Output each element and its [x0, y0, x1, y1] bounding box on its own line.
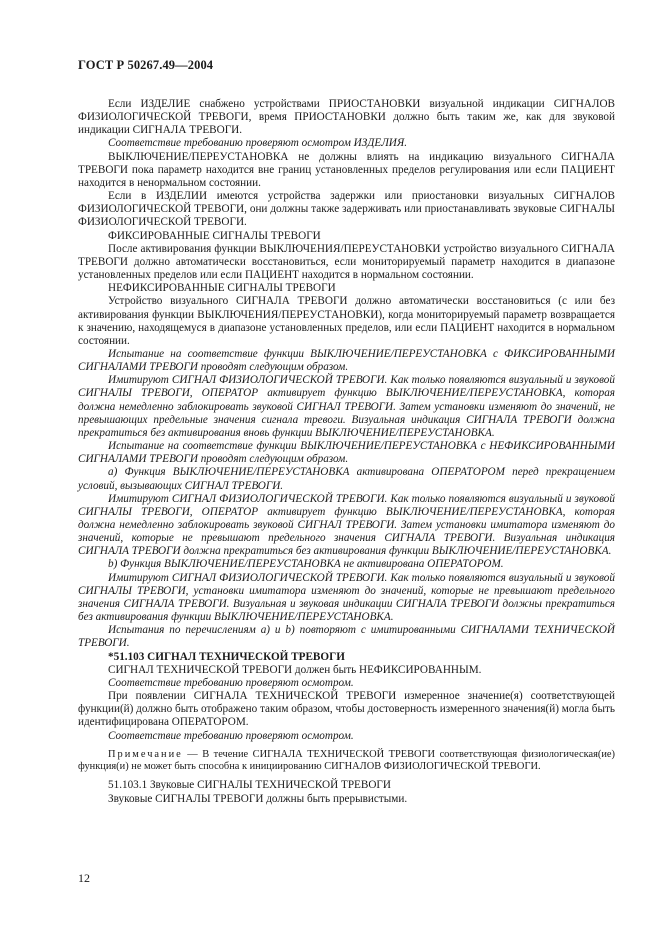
paragraph: Если в ИЗДЕЛИИ имеются устройства задержки или приостановки визуальных СИГНАЛОВ ФИЗИОЛОГИЧЕСКОЙ ТРЕВОГИ, они должны также задерживать или приостанавливать звуковые СИГНАЛЫ ФИЗИОЛОГИЧЕСКОЙ ТРЕВОГИ.: [78, 190, 615, 229]
paragraph: Звуковые СИГНАЛЫ ТРЕВОГИ должны быть прерывистыми.: [108, 792, 408, 805]
note-label: Примечание: [108, 748, 183, 760]
test-item-a: a) Функция ВЫКЛЮЧЕНИЕ/ПЕРЕУСТАНОВКА активирована ОПЕРАТОРОМ перед прекращением условий, вызывающих СИГНАЛ ТРЕВОГИ.: [78, 466, 615, 492]
compliance-note: Соответствие требованию проверяют осмотром.: [108, 729, 354, 742]
document-body: [78, 98, 615, 806]
subheading-non-latching-alarms: НЕФИКСИРОВАННЫЕ СИГНАЛЫ ТРЕВОГИ: [108, 282, 336, 295]
test-paragraph: Имитируют СИГНАЛ ФИЗИОЛОГИЧЕСКОЙ ТРЕВОГИ. Как только появляются визуальный и звуковой СИГНАЛЫ ТРЕВОГИ, установки имитатора изменяют до значений, которые не превышают предельного значения СИГНАЛА ТРЕВОГИ. Визуальная и звуковая индикации СИГНАЛА ТРЕВОГИ должны прекратиться без активирования функции ВЫКЛЮЧЕНИЕ/ПЕРЕУСТАНОВКА.: [78, 571, 615, 624]
document-header: ГОСТ Р 50267.49—2004: [78, 58, 214, 72]
subsection-heading-51-103-1: 51.103.1 Звуковые СИГНАЛЫ ТЕХНИЧЕСКОЙ ТРЕВОГИ: [108, 779, 391, 792]
test-paragraph: Испытания по перечислениям a) и b) повторяют с имитированными СИГНАЛАМИ ТЕХНИЧЕСКОЙ ТРЕВОГИ.: [78, 624, 615, 650]
paragraph: После активирования функции ВЫКЛЮЧЕНИЯ/ПЕРЕУСТАНОВКИ устройство визуального СИГНАЛА ТРЕВОГИ должно автоматически восстановиться, если мониторируемый параметр находится в диапазоне установленных пределов или если ПАЦИЕНТ находится в нормальном состоянии.: [78, 242, 615, 282]
test-item-b: b) Функция ВЫКЛЮЧЕНИЕ/ПЕРЕУСТАНОВКА не активирована ОПЕРАТОРОМ.: [108, 558, 504, 571]
test-paragraph: Испытание на соответствие функции ВЫКЛЮЧЕНИЕ/ПЕРЕУСТАНОВКА с НЕФИКСИРОВАННЫМИ СИГНАЛАМИ ТРЕВОГИ проводят следующим образом.: [78, 440, 615, 466]
paragraph: При появлении СИГНАЛА ТЕХНИЧЕСКОЙ ТРЕВОГИ измеренное значение(я) соответствующей функции(й) должно быть отображено таким образом, чтобы достоверность измеренного значения(й) могла быть идентифицирована ОПЕРАТОРОМ.: [78, 690, 615, 729]
paragraph: СИГНАЛ ТЕХНИЧЕСКОЙ ТРЕВОГИ должен быть НЕФИКСИРОВАННЫМ.: [108, 663, 482, 676]
note-text: — В течение СИГНАЛА ТЕХНИЧЕСКОЙ ТРЕВОГИ соответствующая физиологическая(ие) функция(и) не может быть способна к инициированию СИГНАЛОВ ФИЗИОЛОГИЧЕСКОЙ ТРЕВОГИ.: [78, 748, 615, 773]
paragraph: Устройство визуального СИГНАЛА ТРЕВОГИ должно автоматически восстановиться (с или без активирования функции ВЫКЛЮЧЕНИЯ/ПЕРЕУСТАНОВКИ), когда мониторируемый параметр возвращается к значению, находящемуся в диапазоне установленных пределов, или если ПАЦИЕНТ находится в нормальном состоянии.: [78, 295, 615, 347]
section-heading-51-103: *51.103 СИГНАЛ ТЕХНИЧЕСКОЙ ТРЕВОГИ: [108, 650, 345, 663]
test-paragraph: Имитируют СИГНАЛ ФИЗИОЛОГИЧЕСКОЙ ТРЕВОГИ. Как только появляются визуальный и звуковой СИГНАЛЫ ТРЕВОГИ, ОПЕРАТОР активирует функцию ВЫКЛЮЧЕНИЕ/ПЕРЕУСТАНОВКА, которая должна немедленно заблокировать звуковой СИГНАЛ ТРЕВОГИ. Затем установки изменяют до значений, не превышающих предельные значения сигнала тревоги. Визуальная индикация СИГНАЛА ТРЕВОГИ должна прекратиться без активирования вновь функции ВЫКЛЮЧЕНИЕ/ПЕРЕУСТАНОВКА.: [78, 374, 615, 439]
note-paragraph: [78, 749, 615, 774]
subheading-latching-alarms: ФИКСИРОВАННЫЕ СИГНАЛЫ ТРЕВОГИ: [108, 229, 321, 242]
test-paragraph: Имитируют СИГНАЛ ФИЗИОЛОГИЧЕСКОЙ ТРЕВОГИ. Как только появляются визуальный и звуковой СИГНАЛЫ ТРЕВОГИ, ОПЕРАТОР активирует функцию ВЫКЛЮЧЕНИЕ/ПЕРЕУСТАНОВКА, которая должна немедленно заблокировать звуковой СИГНАЛ ТРЕВОГИ. Затем установки имитатора изменяют до значений, которые не превышают предельного значения СИГНАЛА ТРЕВОГИ. Визуальная индикация СИГНАЛА ТРЕВОГИ должна прекратиться без активирования функции ВЫКЛЮЧЕНИЕ/ПЕРЕУСТАНОВКА.: [78, 492, 615, 558]
paragraph: ВЫКЛЮЧЕНИЕ/ПЕРЕУСТАНОВКА не должны влиять на индикацию визуального СИГНАЛА ТРЕВОГИ пока параметр находится вне границ установленных пределов регулирования или если ПАЦИЕНТ находится в ненормальном состоянии.: [78, 150, 615, 189]
compliance-note: Соответствие требованию проверяют осмотром ИЗДЕЛИЯ.: [108, 137, 408, 150]
paragraph: Если ИЗДЕЛИЕ снабжено устройствами ПРИОСТАНОВКИ визуальной индикации СИГНАЛОВ ФИЗИОЛОГИЧЕСКОЙ ТРЕВОГИ, время ПРИОСТАНОВКИ должно быть таким же, как для звуковой индикации СИГНАЛА ТРЕВОГИ.: [78, 98, 615, 137]
compliance-note: Соответствие требованию проверяют осмотром.: [108, 676, 354, 689]
test-paragraph: Испытание на соответствие функции ВЫКЛЮЧЕНИЕ/ПЕРЕУСТАНОВКА с ФИКСИРОВАННЫМИ СИГНАЛАМИ ТРЕВОГИ проводят следующим образом.: [78, 347, 615, 374]
page-number: 12: [78, 871, 90, 885]
